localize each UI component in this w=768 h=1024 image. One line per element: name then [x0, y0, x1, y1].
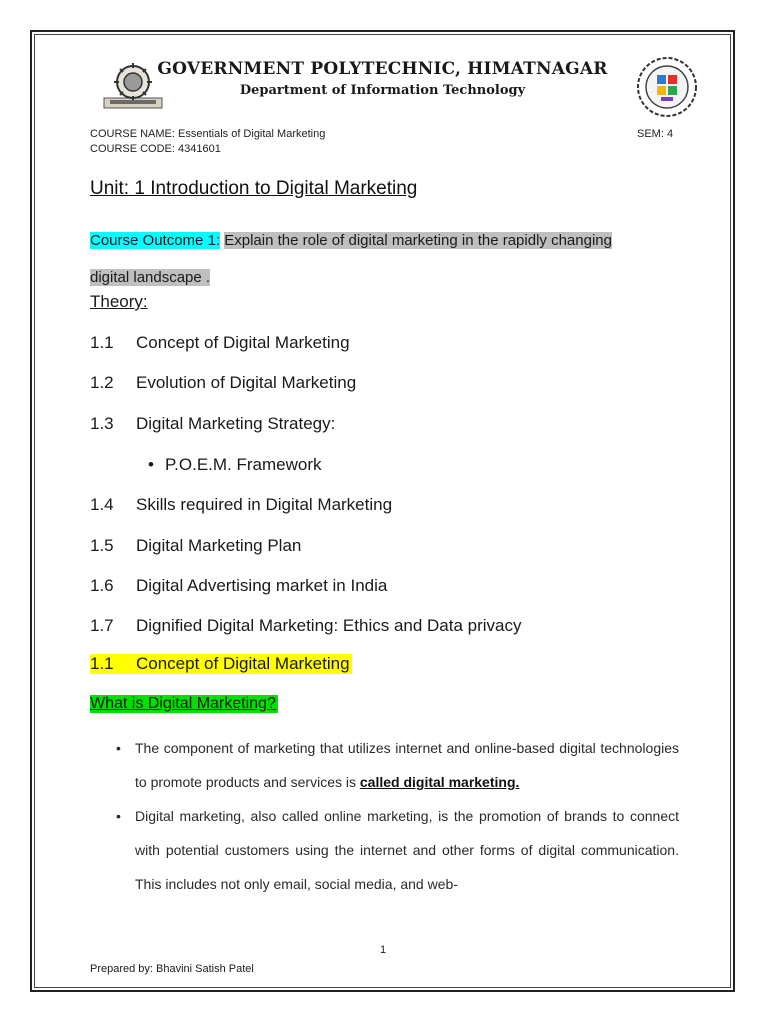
outcome-text-line1: Explain the role of digital marketing in the rapidly changing [224, 232, 612, 249]
theory-heading: Theory: [90, 292, 148, 311]
toc-label: Digital Advertising market in India [136, 576, 388, 595]
what-is-heading: What is Digital Marketing? [90, 695, 276, 712]
toc-label: Evolution of Digital Marketing [136, 373, 357, 392]
institute-name: GOVERNMENT POLYTECHNIC, HIMATNAGAR [157, 59, 608, 79]
course-name: COURSE NAME: Essentials of Digital Marketing [90, 128, 326, 140]
toc-item [90, 373, 356, 393]
toc-item [90, 576, 387, 596]
toc-number: 1.7 [90, 616, 114, 635]
toc-number: 1.3 [90, 414, 114, 433]
toc-sub-item: • P.O.E.M. Framework [165, 455, 322, 475]
section-number: 1.1 [90, 654, 114, 673]
department-name: Department of Information Technology [239, 83, 526, 98]
list-item [135, 731, 679, 799]
toc-label: Digital Marketing Plan [136, 536, 302, 555]
emblem-logo-icon [635, 55, 699, 119]
section-label: Concept of Digital Marketing [136, 654, 350, 673]
toc-number: 1.4 [90, 495, 114, 514]
toc-item [90, 536, 301, 556]
unit-title: Unit: 1 Introduction to Digital Marketing [90, 178, 418, 199]
toc-label: Dignified Digital Marketing: Ethics and Data privacy [136, 616, 522, 635]
course-code: COURSE CODE: 4341601 [90, 143, 221, 155]
outcome-text-line2: digital landscape . [90, 269, 211, 286]
toc-number: 1.2 [90, 373, 114, 392]
paragraph-list [135, 731, 679, 901]
toc-number: 1.1 [90, 333, 114, 352]
toc-label: Concept of Digital Marketing [136, 333, 350, 352]
course-outcome [90, 222, 690, 296]
semester: SEM: 4 [637, 128, 674, 140]
paragraph-emphasis: called digital marketing. [359, 774, 520, 790]
list-item [135, 799, 679, 901]
toc-label: Skills required in Digital Marketing [136, 495, 393, 514]
toc-item [90, 333, 350, 353]
prepared-by: Prepared by: Bhavini Satish Patel [90, 963, 254, 975]
paragraph-text: The component of marketing that utilizes internet and online-based digital technologies to promote products and services is [135, 740, 679, 790]
document-header [30, 55, 735, 125]
section-heading [90, 654, 352, 674]
toc-number: 1.5 [90, 536, 114, 555]
toc-item [90, 616, 522, 636]
toc-item [90, 495, 392, 515]
toc-item [90, 414, 335, 434]
page-number: 1 [380, 944, 387, 956]
toc-number: 1.6 [90, 576, 114, 595]
outcome-label: Course Outcome 1: [90, 232, 221, 249]
toc-label: Digital Marketing Strategy: [136, 414, 336, 433]
paragraph-text: Digital marketing, also called online marketing, is the promotion of brands to connect with potential customers using the internet and other forms of digital communication. This includes not only email, social media, and web- [135, 808, 679, 892]
